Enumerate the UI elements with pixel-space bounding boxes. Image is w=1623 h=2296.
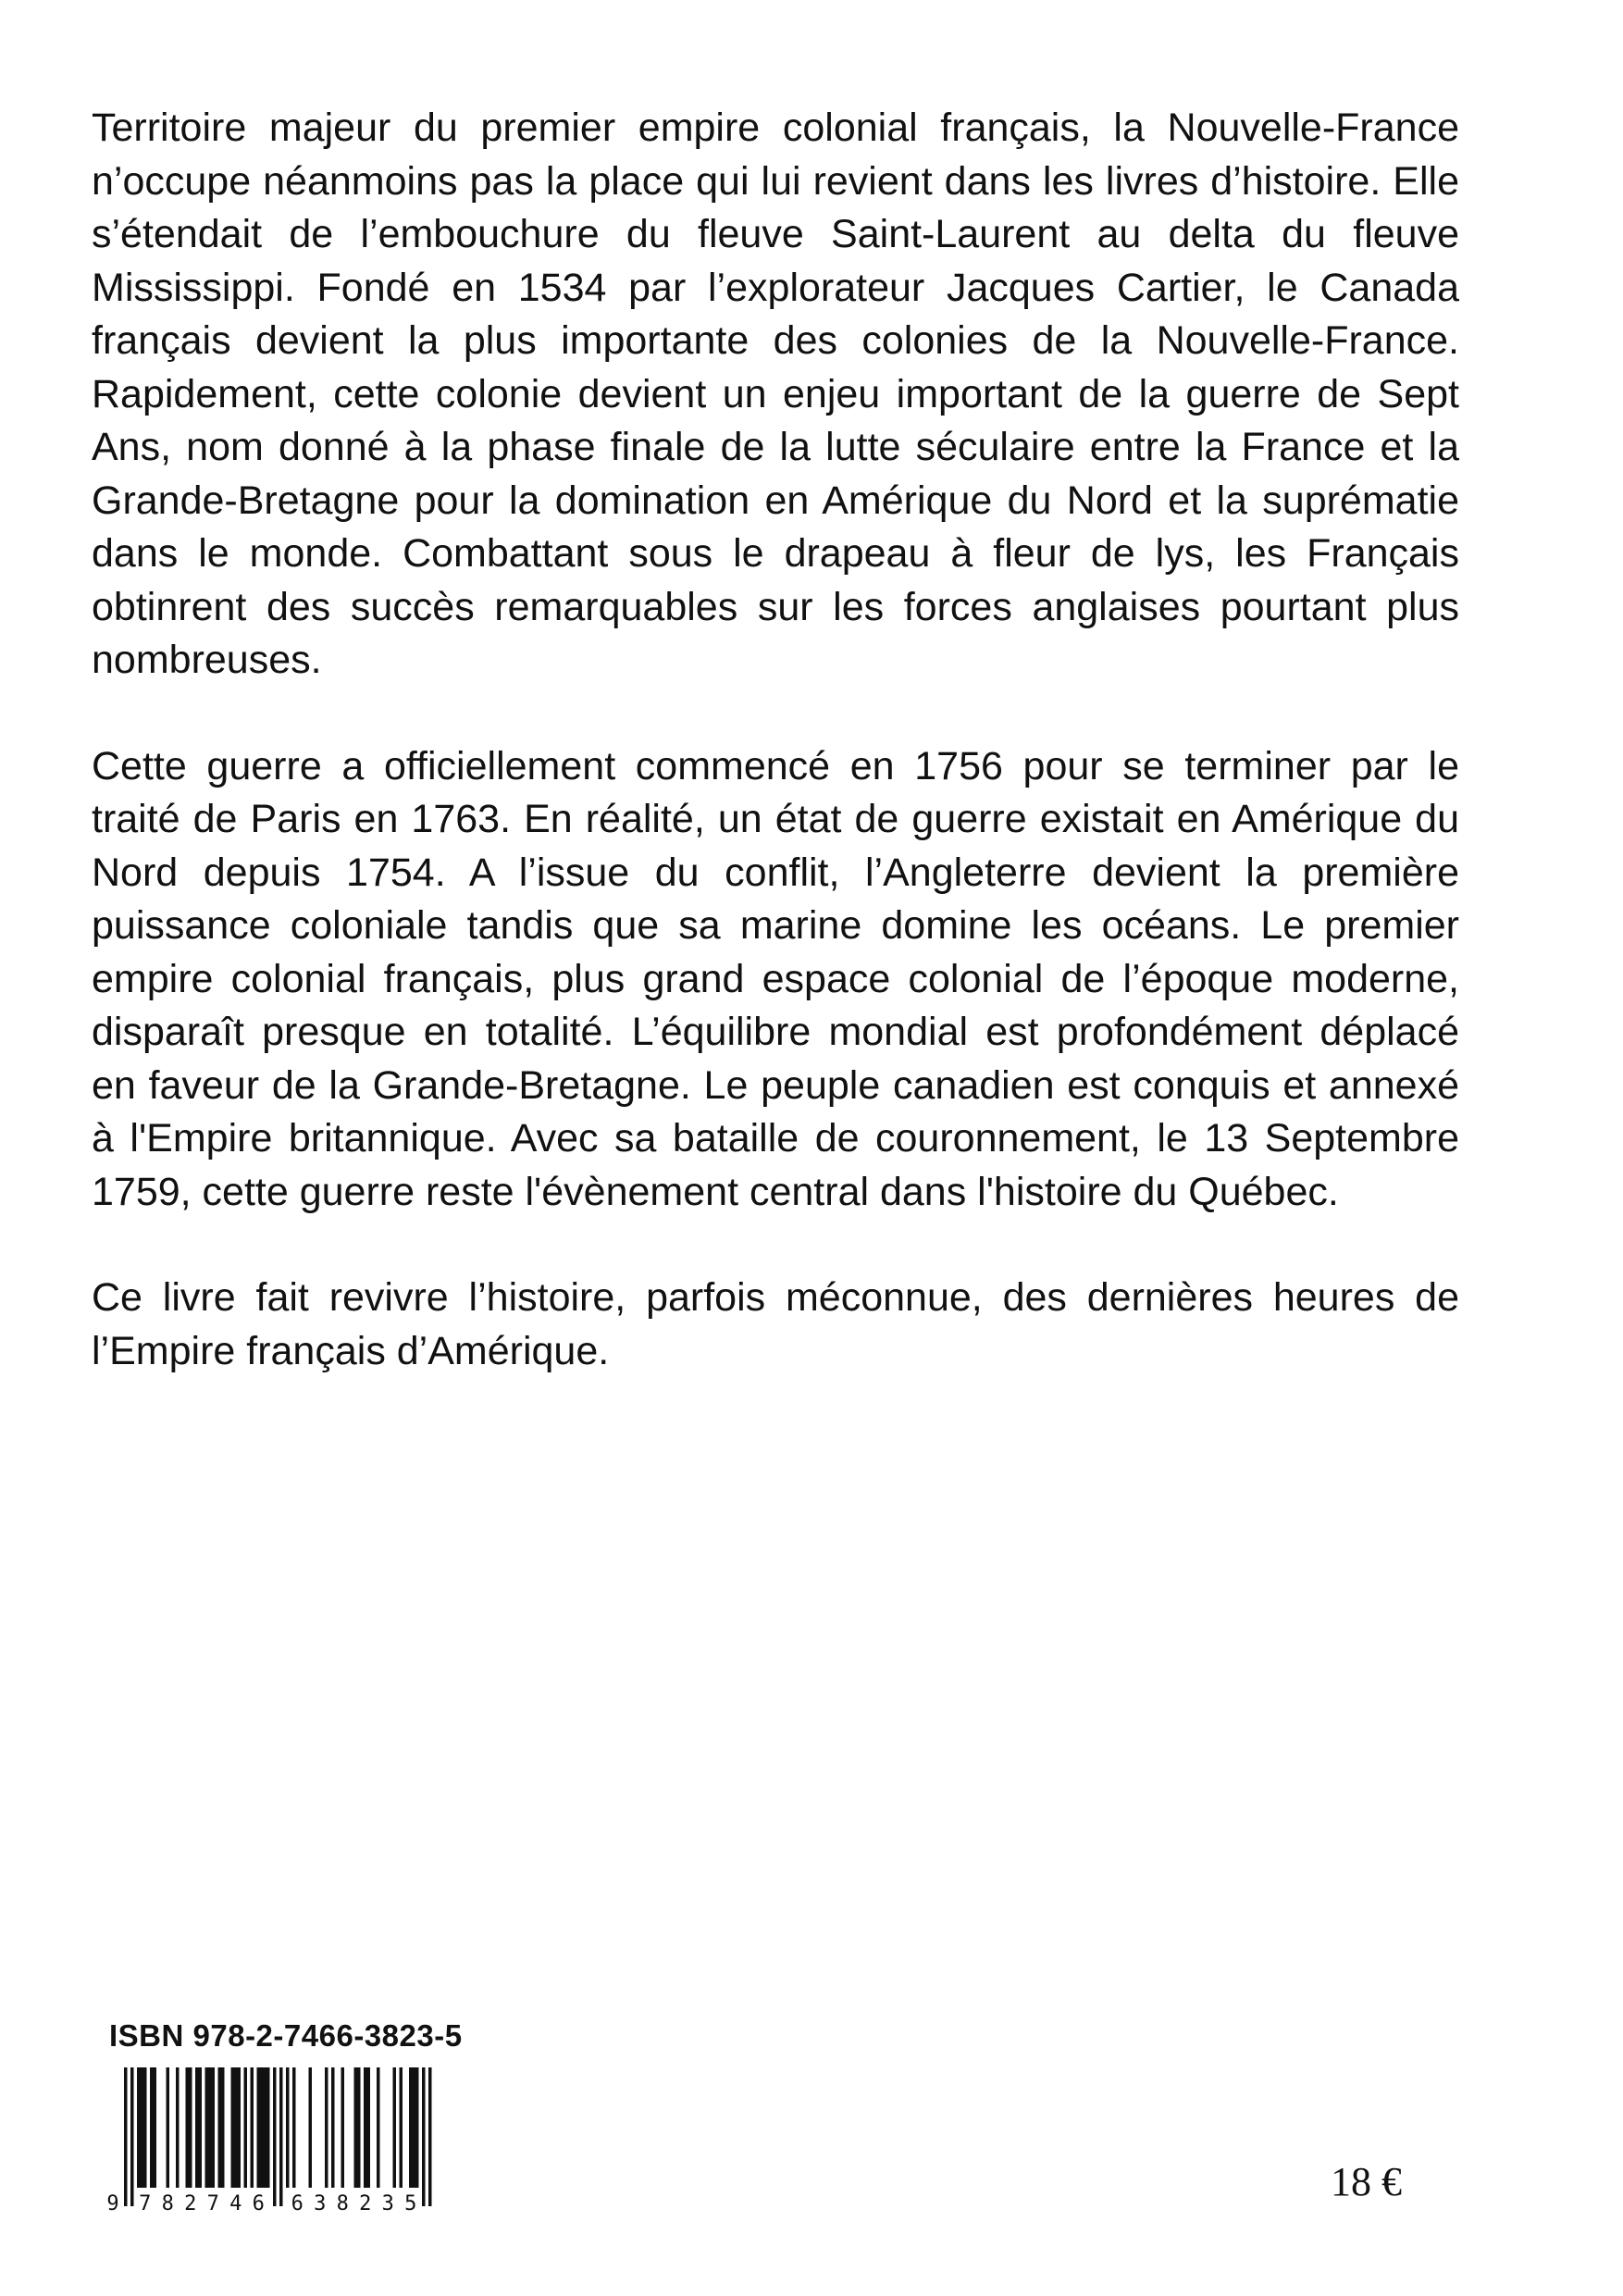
barcode-bar (238, 2067, 242, 2188)
barcode-bar (309, 2067, 313, 2188)
barcode-bar (218, 2067, 222, 2188)
barcode-bar (364, 2067, 367, 2188)
barcode-bar (260, 2067, 264, 2188)
barcode-bar (143, 2067, 147, 2188)
barcode-bar (221, 2067, 225, 2188)
blurb-text (92, 102, 1459, 1378)
barcode-digit: 7 (139, 2192, 152, 2215)
barcode-bar (231, 2067, 235, 2188)
blurb-paragraph: Cette guerre a officiellement commencé en 1756 pour se terminer par le traité de Paris en 1763. En réalité, un état de guerre existait en Amérique du Nord depuis 1754. A l’issue du conflit, l’Angleterre devient la première puissance coloniale tandis que sa marine domine les océans. Le premier empire colonial français, plus grand espace colonial de l’époque moderne, disparaît presque en totalité. L’équilibre mondial est profondément déplacé en faveur de la Grande-Bretagne. Le peuple canadien est conquis et annexé à l'Empire britannique. Avec sa bataille de couronnement, le 13 Septembre 1759, cette guerre reste l'évènement central dans l'histoire du Québec. (92, 743, 1459, 1214)
barcode-bar (167, 2067, 170, 2188)
barcode-digit: 8 (161, 2192, 174, 2215)
isbn-label: ISBN 978-2-7466-3823-5 (109, 2018, 463, 2053)
barcode-bar (176, 2067, 180, 2188)
barcode-bar (137, 2067, 141, 2188)
barcode-bar (208, 2067, 212, 2188)
barcode-bar (199, 2067, 203, 2188)
barcode-digit: 6 (252, 2192, 265, 2215)
barcode-digit: 5 (404, 2192, 417, 2215)
barcode-bar (150, 2067, 154, 2188)
barcode-bar (325, 2067, 328, 2188)
barcode-bar (195, 2067, 199, 2188)
barcode-icon (104, 2067, 492, 2220)
barcode-digit: 9 (106, 2192, 119, 2215)
barcode-bar (409, 2067, 413, 2188)
barcode-digit: 2 (184, 2192, 197, 2215)
barcode-bar (377, 2067, 380, 2188)
barcode-digit: 3 (381, 2192, 394, 2215)
barcode-bar (428, 2067, 432, 2206)
barcode-bar (341, 2067, 345, 2188)
barcode-bar (154, 2067, 157, 2188)
barcode-bar (393, 2067, 397, 2188)
price-label: 18 € (1331, 2159, 1402, 2204)
barcode-bar (186, 2067, 190, 2188)
barcode-bar (354, 2067, 358, 2188)
barcode-bar (205, 2067, 209, 2188)
barcode-bar (234, 2067, 238, 2188)
barcode-bar (264, 2067, 267, 2188)
barcode-bar (415, 2067, 419, 2188)
blurb-paragraph: Ce livre fait revivre l’histoire, parfois méconnue, des dernières heures de l’Empire français d’Amérique. (92, 1275, 1459, 1373)
barcode-bar (367, 2067, 371, 2188)
barcode-digit: 7 (206, 2192, 219, 2215)
blurb-paragraph: Territoire majeur du premier empire colonial français, la Nouvelle-France n’occupe néanmoins pas la place qui lui revient dans les livres d’histoire. Elle s’étendait de l’embouchure du fleuve Saint-Laurent au delta du fleuve Mississippi. Fondé en 1534 par l’explorateur Jacques Cartier, le Canada français devient la plus importante des colonies de la Nouvelle-France. Rapidement, cette colonie devient un enjeu important de la guerre de Sept Ans, nom donné à la phase finale de la lutte séculaire entre la France et la Grande-Bretagne pour la domination en Amérique du Nord et la suprématie dans le monde. Combattant sous le drapeau à fleur de lys, les Français obtinrent des succès remarquables sur les forces anglaises pourtant plus nombreuses. (92, 105, 1459, 682)
barcode-digit: 2 (359, 2192, 372, 2215)
barcode-bar (244, 2067, 248, 2188)
barcode-bar (286, 2067, 290, 2188)
barcode-bar (413, 2067, 416, 2188)
barcode-bar (130, 2067, 134, 2206)
barcode-digit: 4 (229, 2192, 242, 2215)
barcode-digit: 6 (291, 2192, 304, 2215)
barcode-bar (189, 2067, 192, 2188)
isbn-block (104, 2017, 492, 2220)
barcode-bar (400, 2067, 403, 2188)
barcode-bar (331, 2067, 335, 2188)
barcode-bar (212, 2067, 216, 2188)
barcode-bar (357, 2067, 361, 2188)
barcode-digit: 8 (336, 2192, 349, 2215)
barcode-bar (266, 2067, 270, 2188)
barcode-bar (124, 2067, 128, 2206)
barcode-bar (257, 2067, 261, 2188)
barcode-bar (279, 2067, 283, 2206)
barcode-bar (251, 2067, 254, 2188)
barcode-bar (273, 2067, 277, 2206)
barcode-bar (141, 2067, 144, 2188)
barcode-bar (292, 2067, 296, 2188)
barcode-digit: 3 (314, 2192, 327, 2215)
barcode-bar (422, 2067, 426, 2206)
